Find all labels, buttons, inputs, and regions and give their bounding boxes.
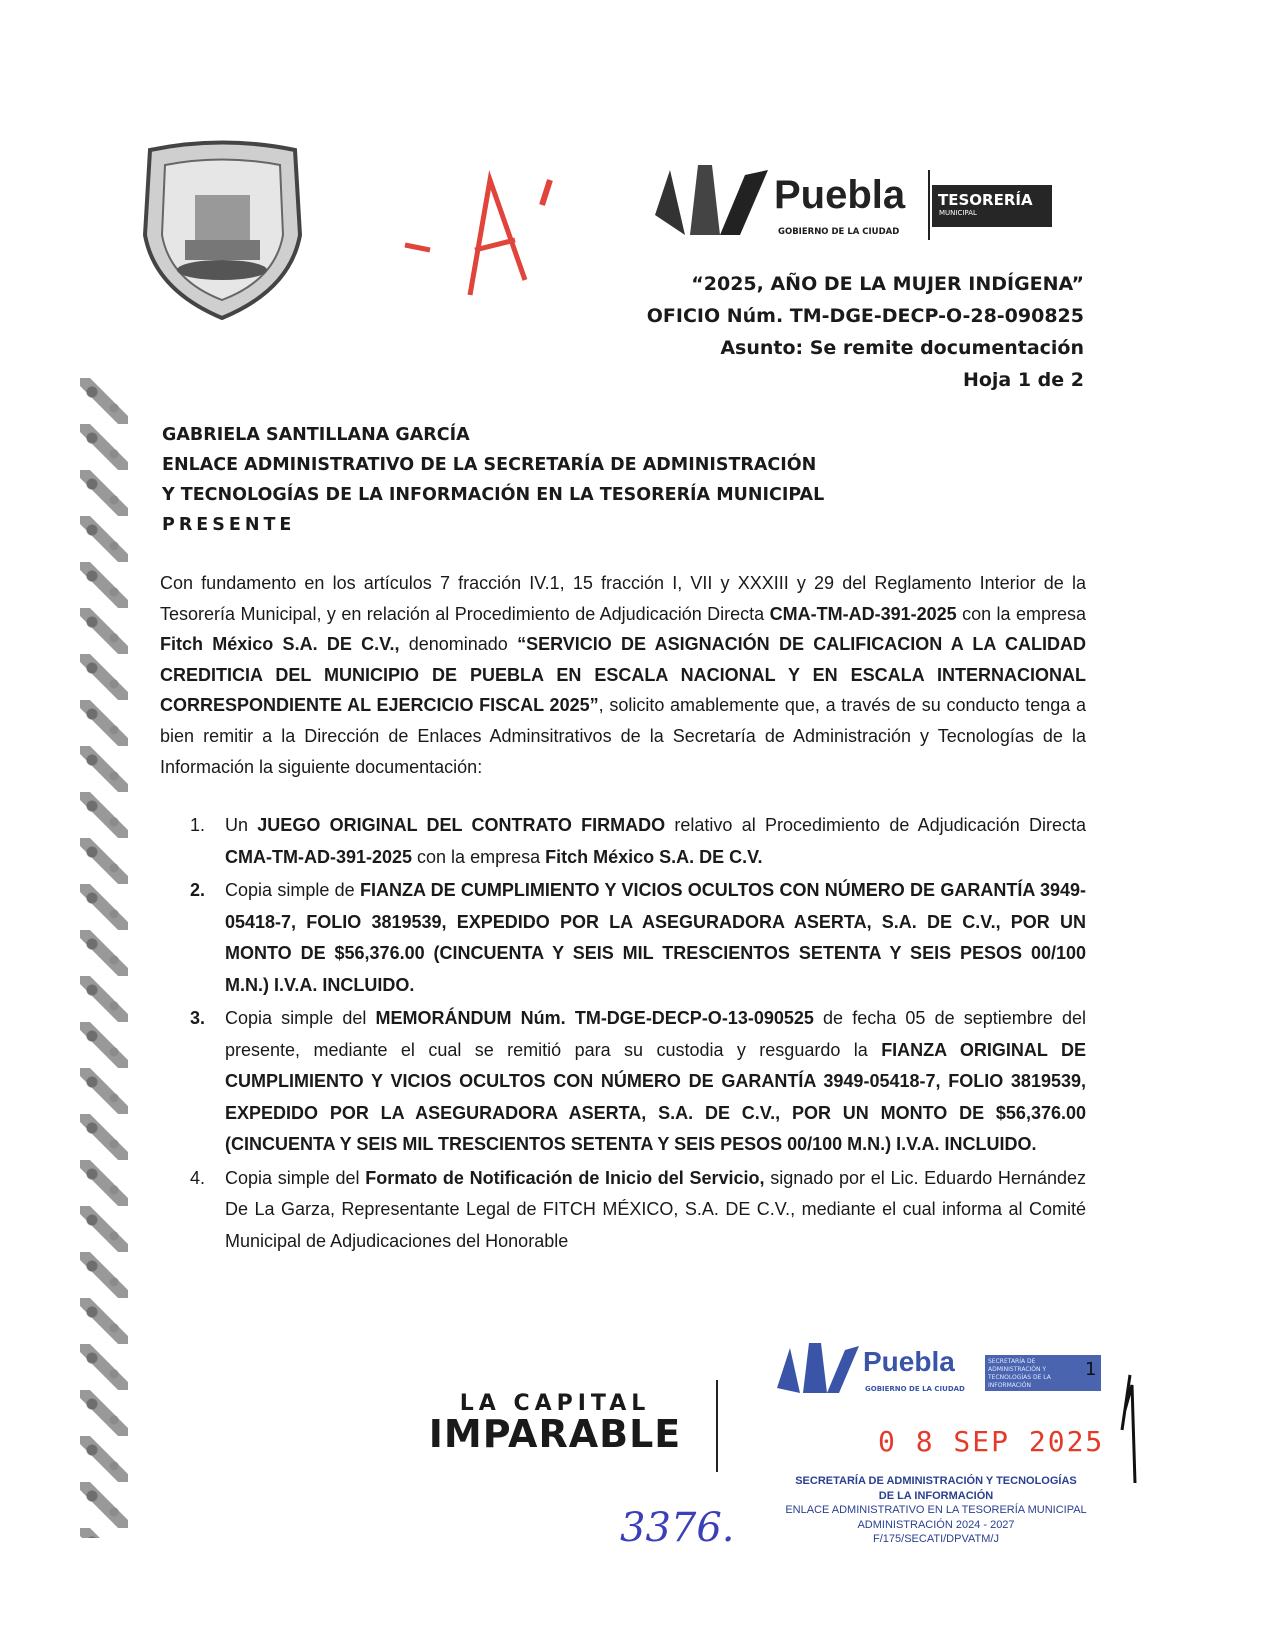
list-number: 2. [190,880,206,901]
service-name: “SERVICIO DE ASIGNACIÓN DE CALIFICACION A LA CALIDAD CREDITICIA DEL MUNICIPIO DE PUEBLA EN ESCALA NACIONAL Y EN ESCALA INTERNACIONAL CORRESPONDIENTE AL EJERCICIO FISCAL 2025” [160,634,1086,716]
stamp-dept-badge: SECRETARÍA DE ADMINISTRACIÓN Y TECNOLOGÍAS DE LA INFORMACIÓN [985,1355,1101,1391]
procedure-number: CMA-TM-AD-391-2025 [769,603,957,624]
text: Un [225,815,258,836]
city-seal-logo [140,140,305,320]
page-mark: 1 [1085,1359,1097,1380]
divider [716,1380,718,1472]
letter-content [160,568,1086,1259]
decorative-border [80,378,128,1538]
text-bold: JUEGO ORIGINAL DEL CONTRATO FIRMADO [257,815,666,836]
text: Copia simple de [225,880,360,901]
text-bold: Fitch México S.A. DE C.V. [545,846,763,867]
text: denominado [399,634,518,655]
puebla-tesoreria-logo [650,155,1055,245]
subject: Asunto: Se remite documentación [720,337,1084,359]
text: signado por el Lic. Eduardo Hernández De La Garza, Representante Legal de FITCH MÉXICO, S.A. DE C.V., mediante el cual informa al Comité Municipal de Adjudicaciones del Honorable [225,1167,1086,1251]
text: Copia simple del [225,1167,366,1188]
signature [1110,1370,1150,1485]
text: con la empresa [956,603,1086,624]
text: con la empresa [412,846,546,867]
text: Con fundamento en los artículos 7 fracción IV.1, 15 fracción I, VII y XXXIII y 29 del Reglamento Interior de la Tesorería Municipal, y en relación al Procedimiento de Adjudicación Directa [160,573,1086,624]
list-number: 1. [190,815,206,836]
text-bold: FIANZA ORIGINAL DE CUMPLIMIENTO Y VICIOS OCULTOS CON NÚMERO DE GARANTÍA 3949-05418-7, FOLIO 3819539, EXPEDIDO POR LA ASEGURADORA ASERTA, S.A. DE C.V., POR UN MONTO DE $56,376.00 (CINCUENTA Y SEIS MIL TRESCIENTOS SETENTA Y SEIS PESOS 00/100 M.N.) I.V.A. INCLUIDO. [225,1039,1086,1155]
stamp-date: 0 8 SEP 2025 [878,1425,1105,1458]
logo-subtext: GOBIERNO DE LA CIUDAD [778,227,900,237]
document-header [647,268,1084,396]
handwritten-mark [400,160,570,310]
stamp-line: ENLACE ADMINISTRATIVO EN LA TESORERÍA MUNICIPAL [785,1504,1087,1516]
stamp-line: SECRETARÍA DE ADMINISTRACIÓN Y TECNOLOGÍAS [795,1475,1077,1487]
logo-text: Puebla [774,173,906,217]
body-paragraph [160,568,1086,782]
addressee-block [162,420,824,540]
motto: “2025, AÑO DE LA MUJER INDÍGENA” [691,273,1084,295]
presente: PRESENTE [162,515,296,535]
stamp-line: DE LA INFORMACIÓN [878,1489,994,1502]
text-bold: MEMORÁNDUM Núm. TM-DGE-DECP-O-13-090525 [375,1008,814,1029]
stamp-logo-text: Puebla [863,1346,955,1377]
oficio-number: OFICIO Núm. TM-DGE-DECP-O-28-090825 [646,305,1084,327]
reception-stamp-logo [775,1338,1105,1398]
puebla-emblem-icon [650,155,770,240]
text: de fecha 05 de septiembre del presente, mediante el cual se remitió para su custodia y resguardo la [225,1008,1086,1060]
text-bold: CMA-TM-AD-391-2025 [225,846,413,867]
page-count: Hoja 1 de 2 [962,369,1084,391]
tesoreria-badge: TESORERÍA MUNICIPAL [932,185,1052,227]
list-item [190,1163,1086,1258]
list-item [190,1003,1086,1161]
company-name: Fitch México S.A. DE C.V., [160,634,400,655]
addressee-title-1: ENLACE ADMINISTRATIVO DE LA SECRETARÍA DE ADMINISTRACIÓN [162,455,817,475]
stamp-text [765,1474,1107,1547]
logo-line-1: LA CAPITAL [459,1391,651,1416]
document-list [190,810,1086,1257]
list-item [190,875,1086,1001]
handwritten-number: 3376. [620,1505,735,1551]
stamp-line: ADMINISTRACIÓN 2024 - 2027 [857,1518,1015,1531]
list-item [190,810,1086,873]
stamp-line: F/175/SECATI/DPVATM/J [873,1533,999,1545]
text-bold: FIANZA DE CUMPLIMIENTO Y VICIOS OCULTOS CON NÚMERO DE GARANTÍA 3949-05418-7, FOLIO 3819539, EXPEDIDO POR LA ASEGURADORA ASERTA, S.A. DE C.V., POR UN MONTO DE $56,376.00 (CINCUENTA Y SEIS MIL TRESCIENTOS SETENTA Y SEIS PESOS 00/100 M.N.) I.V.A. INCLUIDO. [225,880,1086,995]
la-capital-imparable-logo [415,1391,695,1456]
stamp-logo-subtext: GOBIERNO DE LA CIUDAD [865,1385,965,1393]
logo-line-2: IMPARABLE [428,1412,682,1456]
addressee-name: GABRIELA SANTILLANA GARCÍA [162,425,470,445]
list-number: 4. [190,1167,206,1188]
text: , solicito amablemente que, a través de su conducto tenga a bien remitir a la Dirección de Enlaces Adminsitrativos de la Secretaría de Administración y Tecnologías de la Información la siguiente documentación: [160,695,1087,777]
text-bold: Formato de Notificación de Inicio del Servicio, [365,1167,765,1188]
list-number: 3. [190,1008,206,1029]
text: Copia simple del [225,1008,376,1029]
text: relativo al Procedimiento de Adjudicación Directa [665,815,1086,836]
puebla-emblem-icon [775,1338,860,1396]
addressee-title-2: Y TECNOLOGÍAS DE LA INFORMACIÓN EN LA TESORERÍA MUNICIPAL [162,485,825,505]
